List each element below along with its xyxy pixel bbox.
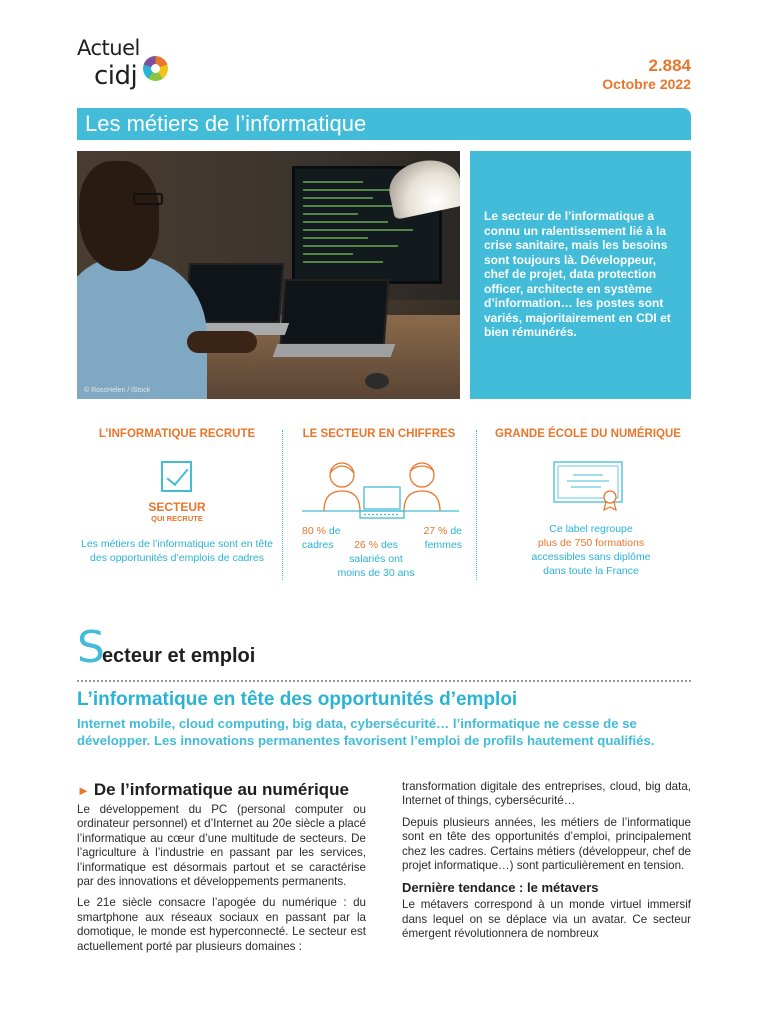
intro-box	[470, 151, 691, 399]
page-title: Les métiers de l’informatique	[85, 111, 367, 136]
body-column-right	[402, 780, 691, 949]
stat-cadres-value: 80 %	[302, 525, 326, 537]
secteur-badge	[77, 500, 277, 523]
hero-photo	[77, 151, 460, 399]
column-divider	[282, 430, 283, 580]
body-paragraph: Le développement du PC (personal computer ou ordinateur personnel) et d’Internet au 20e siècle a placé l’informatique au cœur d’une multitude de secteurs. De l’agriculture à l’industrie en passant par les services, l’informatique est désormais partout et se caractérise par des innovations et développements permanents.	[77, 803, 366, 889]
photo-keyboard-right	[273, 344, 396, 357]
logo-color-wheel-icon	[143, 56, 168, 81]
column-divider	[476, 430, 477, 580]
checkbox-icon	[161, 461, 192, 492]
body-heading-numerique-text: De l’informatique au numérique	[93, 780, 349, 799]
body-column-left	[77, 780, 366, 961]
section-title	[77, 622, 255, 672]
stat-jeunes-label1: salariés ont	[349, 553, 403, 565]
ecole-text-1: Ce label regroupe	[549, 523, 633, 535]
diploma-certificate-icon	[553, 461, 623, 511]
secteur-badge-big: SECTEUR	[148, 500, 206, 514]
issue-date: Octobre 2022	[602, 76, 691, 92]
stat-femmes	[420, 524, 462, 552]
photo-glasses	[133, 193, 163, 205]
ecole-text-3: accessibles sans diplôme	[531, 551, 651, 563]
photo-mouse	[365, 373, 389, 389]
info-column-chiffres	[279, 428, 479, 440]
ecole-text-2: plus de 750 formations	[537, 537, 645, 549]
stat-cadres-label: cadres	[302, 539, 334, 551]
body-paragraph: transformation digitale des entreprises, cloud, big data, Internet of things, cybersécurité…	[402, 780, 691, 808]
body-heading-numerique	[77, 780, 366, 800]
section-title-rest: ecteur et emploi	[101, 645, 256, 667]
logo-word-cidj: cidj	[94, 61, 138, 91]
info-heading-ecole: GRANDE ÉCOLE DU NUMÉRIQUE	[495, 428, 681, 440]
photo-credit: © RossHelen / iStock	[84, 387, 151, 394]
page-title-bar	[77, 108, 691, 140]
cidj-logo	[77, 36, 187, 96]
info-heading-chiffres: LE SECTEUR EN CHIFFRES	[302, 428, 456, 440]
info-column-recrute	[77, 428, 277, 440]
info-heading-recrute: L’INFORMATIQUE RECRUTE	[98, 428, 256, 440]
ecole-text-4: dans toute la France	[543, 565, 639, 577]
stat-jeunes-label2: moins de 30 ans	[337, 567, 415, 579]
info-text-recrute: Les métiers de l’informatique sont en tête des opportunités d’emplois de cadres	[80, 538, 274, 564]
stat-jeunes	[336, 538, 416, 580]
secteur-badge-small: QUI RECRUTE	[151, 514, 203, 523]
stat-cadres-de: de	[328, 525, 341, 537]
section-lead: Internet mobile, cloud computing, big data, cybersécurité… l’informatique ne cesse de se développer. Les innovations permanentes favorisent l’emploi de profils hautement qualifiés.	[77, 716, 655, 748]
photo-laptop-right	[280, 279, 390, 345]
photo-hand	[187, 331, 257, 353]
section-title-initial: S	[77, 622, 105, 673]
section-subhead: L’informatique en tête des opportunités d’emploi	[77, 689, 518, 710]
dotted-divider	[77, 680, 691, 682]
body-paragraph: Le 21e siècle consacre l’apogée du numérique : du smartphone aux réseaux sociaux en passant par la domotique, le monde est hyperconnecté. Le secteur est actuellement porté par plusieurs domaines :	[77, 896, 366, 953]
info-text-ecole	[491, 522, 691, 578]
info-column-ecole	[488, 428, 688, 440]
stat-femmes-value: 27 %	[423, 525, 448, 537]
triangle-bullet-icon: ►	[77, 783, 90, 798]
body-paragraph: Le métavers correspond à un monde virtuel immersif dans lequel on se déplace via un avatar. Ce secteur émergent révolutionnera de nombreux	[402, 898, 691, 941]
body-paragraph: Depuis plusieurs années, les métiers de l’informatique sont en tête des opportunités d’emploi, principalement chez les cadres. Certains métiers (développeur, chef de projet informatique…) sont particulièrement en tension.	[402, 815, 691, 873]
stat-jeunes-des: des	[380, 539, 398, 551]
stat-jeunes-value: 26 %	[354, 539, 379, 551]
stat-femmes-de: de	[450, 525, 462, 537]
logo-word-actuel: Actuel	[77, 36, 140, 60]
stat-cadres	[302, 524, 341, 552]
intro-text: Le secteur de l’informatique a connu un ralentissement lié à la crise sanitaire, mais les besoins sont toujours là. Développeur, chef de projet, data protection officer, architecte en système d’information… les postes sont variés, majoritairement en CDI et bien rémunérés.	[484, 209, 671, 339]
stat-femmes-label: femmes	[424, 539, 462, 551]
body-heading-metavers: Dernière tendance : le métavers	[402, 880, 599, 896]
people-laptop-icon	[302, 457, 459, 527]
photo-person-head	[79, 161, 159, 271]
issue-number: 2.884	[648, 56, 691, 75]
